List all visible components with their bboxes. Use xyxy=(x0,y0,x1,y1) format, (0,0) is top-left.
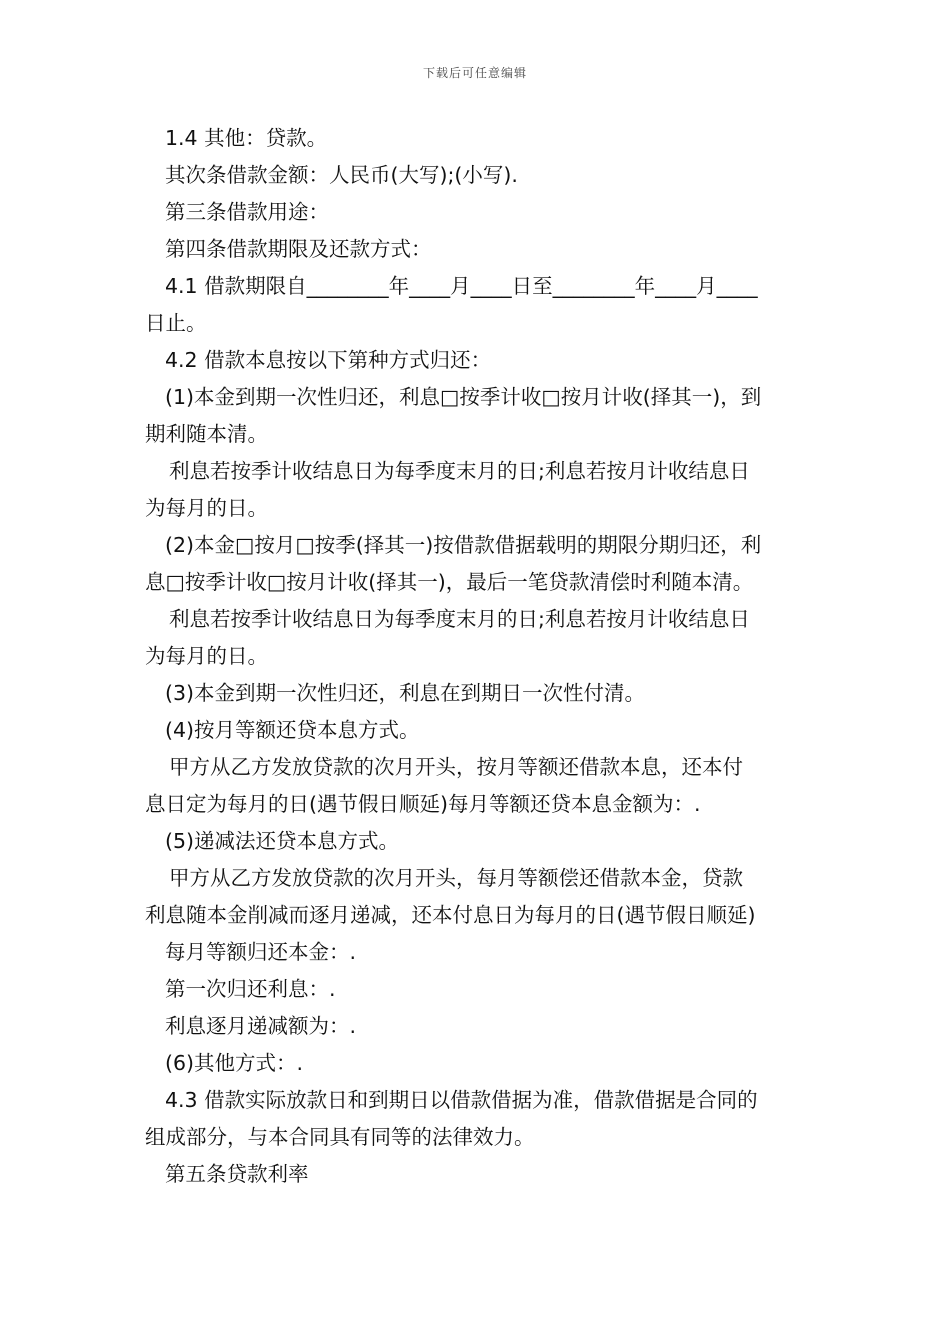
text-line: 利息随本金削减而逐月递减，还本付息日为每月的日(遇节假日顺延) xyxy=(145,903,756,927)
document-body xyxy=(145,120,807,1193)
text-line: 其次条借款金额：人民币(大写);(小写). xyxy=(165,163,518,187)
text-line: 第五条贷款利率 xyxy=(165,1162,309,1186)
text-line: 息日定为每月的日(遇节假日顺延)每月等额还贷本息金额为：. xyxy=(145,792,701,816)
text-line: 组成部分，与本合同具有同等的法律效力。 xyxy=(145,1125,535,1149)
text-line: (6)其他方式：. xyxy=(165,1051,304,1075)
text-line: 利息逐月递减额为：. xyxy=(165,1014,357,1038)
header-note: 下载后可任意编辑 xyxy=(422,66,527,80)
text-line: 1.4 其他：贷款。 xyxy=(165,126,328,150)
text-line: 期利随本清。 xyxy=(145,422,268,446)
text-line: 利息若按季计收结息日为每季度末月的日;利息若按月计收结息日 xyxy=(169,459,750,483)
text-line: 息□按季计收□按月计收(择其一)，最后一笔贷款清偿时利随本清。 xyxy=(145,570,754,594)
text-line: 4.3 借款实际放款日和到期日以借款借据为准，借款借据是合同的 xyxy=(165,1088,758,1112)
text-line: (3)本金到期一次性归还，利息在到期日一次性付清。 xyxy=(165,681,646,705)
text-line: 为每月的日。 xyxy=(145,644,268,668)
text-line: 甲方从乙方发放贷款的次月开头，按月等额还借款本息，还本付 xyxy=(169,755,743,779)
text-line: 日止。 xyxy=(145,311,207,335)
text-line: (4)按月等额还贷本息方式。 xyxy=(165,718,420,742)
text-line: 4.2 借款本息按以下第种方式归还： xyxy=(165,348,492,372)
text-line: 甲方从乙方发放贷款的次月开头，每月等额偿还借款本金，贷款 xyxy=(169,866,743,890)
text-line: 4.1 借款期限自________年____月____日至________年____月____ xyxy=(165,274,758,298)
text-line: 利息若按季计收结息日为每季度末月的日;利息若按月计收结息日 xyxy=(169,607,750,631)
text-line: 为每月的日。 xyxy=(145,496,268,520)
text-line: (2)本金□按月□按季(择其一)按借款借据载明的期限分期归还，利 xyxy=(165,533,762,557)
text-line: 每月等额归还本金：. xyxy=(165,940,357,964)
text-line: (1)本金到期一次性归还，利息□按季计收□按月计收(择其一)，到 xyxy=(165,385,762,409)
text-line: 第四条借款期限及还款方式： xyxy=(165,237,432,261)
text-line: 第三条借款用途： xyxy=(165,200,329,224)
text-line: 第一次归还利息：. xyxy=(165,977,336,1001)
text-line: (5)递减法还贷本息方式。 xyxy=(165,829,400,853)
